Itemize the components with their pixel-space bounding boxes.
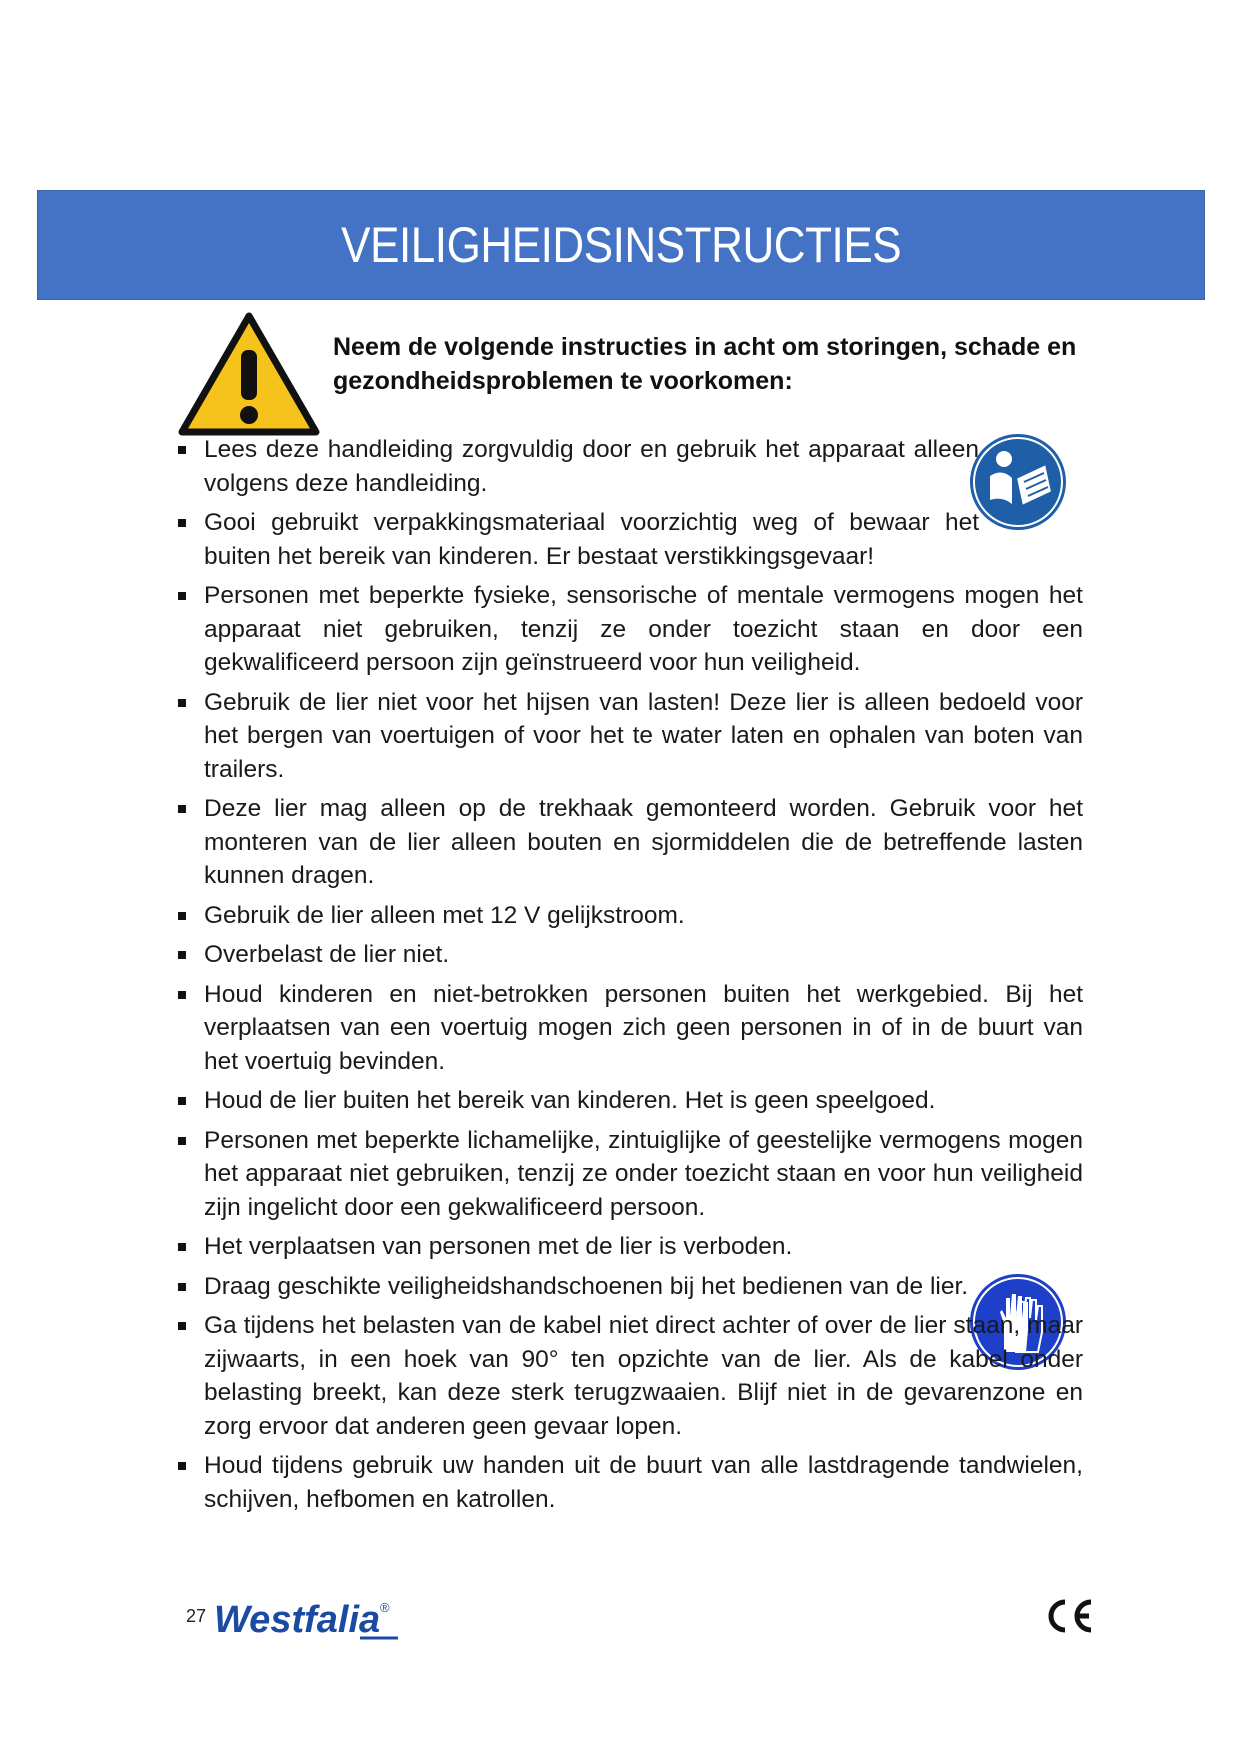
list-item: Gebruik de lier niet voor het hijsen van lasten! Deze lier is alleen bedoeld voor het bergen van voertuigen of voor het te water laten en ophalen van boten van trailers. [178,686,1083,787]
list-item: Personen met beperkte lichamelijke, zintuiglijke of geestelijke vermogens mogen het apparaat niet gebruiken, tenzij ze onder toezicht staan en voor hun veiligheid zijn ingelicht door een gekwalificeerd persoon. [178,1124,1083,1225]
list-item: Overbelast de lier niet. [178,938,1083,972]
safety-instructions-list [178,433,1083,1522]
list-item: Gebruik de lier alleen met 12 V gelijkstroom. [178,899,1083,933]
list-item: Ga tijdens het belasten van de kabel niet direct achter of over de lier staan, maar zijwaarts, in een hoek van 90° ten opzichte van de lier. Als de kabel onder belasting breekt, kan deze sterk terugzwaaien. Blijf niet in de gevarenzone en zorg ervoor dat anderen geen gevaar lopen. [178,1309,1083,1443]
list-item: Houd de lier buiten het bereik van kinderen. Het is geen speelgoed. [178,1084,1083,1118]
list-item: Het verplaatsen van personen met de lier is verboden. [178,1230,1083,1264]
intro-text: Neem de volgende instructies in acht om storingen, schade en gezondheidsproblemen te voorkomen: [333,333,1077,395]
title-banner [37,190,1205,300]
list-item: Houd kinderen en niet-betrokken personen buiten het werkgebied. Bij het verplaatsen van een voertuig mogen zich geen personen in of in de buurt van het voertuig bevinden. [178,978,1083,1079]
warning-triangle-icon [178,312,320,436]
ce-mark-icon [1043,1596,1095,1636]
list-item: Lees deze handleiding zorgvuldig door en gebruik het apparaat alleen volgens deze handleiding. [178,433,979,500]
westfalia-logo [212,1596,412,1642]
list-item: Draag geschikte veiligheidshandschoenen bij het bedienen van de lier. [178,1270,979,1304]
registered-mark: ® [380,1600,390,1615]
list-item: Gooi gebruikt verpakkingsmateriaal voorzichtig weg of bewaar het buiten het bereik van kinderen. Er bestaat verstikkingsgevaar! [178,506,979,573]
page-number: 27 [186,1606,207,1626]
brand-name: Westfalia [214,1599,381,1641]
list-item: Deze lier mag alleen op de trekhaak gemonteerd worden. Gebruik voor het monteren van de lier alleen bouten en sjormiddelen die de betreffende lasten kunnen dragen. [178,792,1083,893]
page-title: VEILIGHEIDSINSTRUCTIES [341,217,901,273]
list-item: Houd tijdens gebruik uw handen uit de buurt van alle lastdragende tandwielen, schijven, hefbomen en katrollen. [178,1449,1083,1516]
list-item: Personen met beperkte fysieke, sensorische of mentale vermogens mogen het apparaat niet gebruiken, tenzij ze onder toezicht staan en door een gekwalificeerd persoon zijn geïnstrueerd voor hun veiligheid. [178,579,1083,680]
